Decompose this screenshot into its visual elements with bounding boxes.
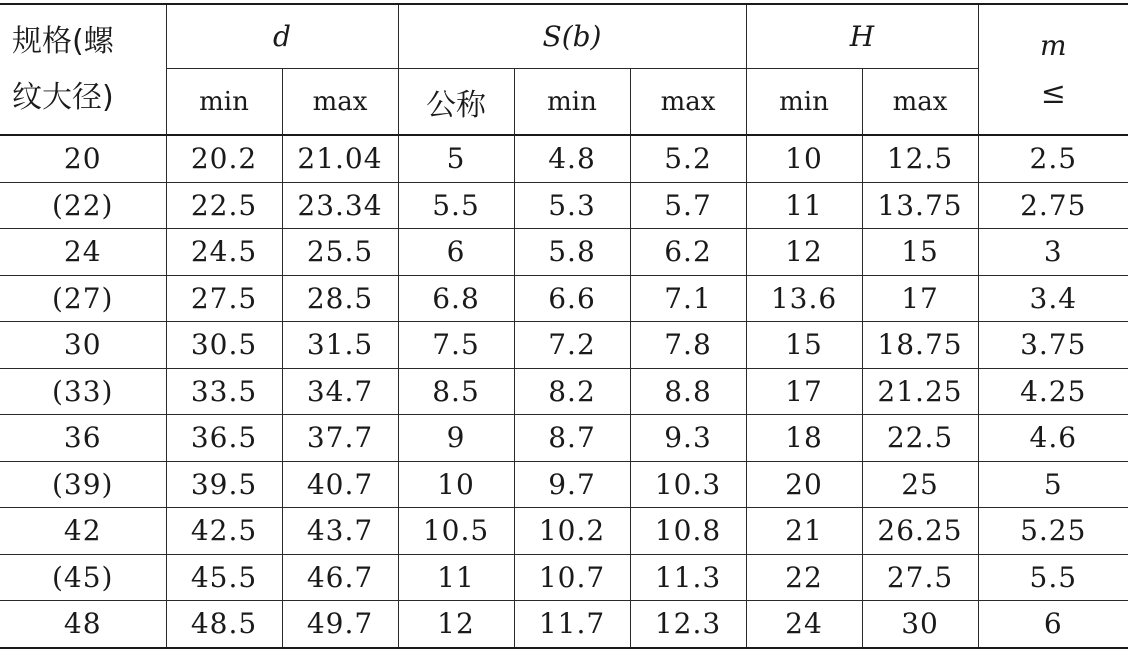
h-group-header: H [746,4,978,69]
cell-spec: 36 [0,415,166,462]
cell-s-nominal: 10.5 [398,508,514,555]
cell-d-min: 24.5 [166,229,282,276]
cell-m-max: 3.75 [978,322,1128,369]
cell-h-max: 21.25 [862,368,978,415]
cell-s-max: 5.7 [630,182,746,229]
cell-spec: (33) [0,368,166,415]
cell-d-min: 20.2 [166,135,282,182]
cell-s-min: 6.6 [514,275,630,322]
cell-s-nominal: 5.5 [398,182,514,229]
table-row [0,415,1128,462]
cell-d-min: 42.5 [166,508,282,555]
cell-s-min: 4.8 [514,135,630,182]
cell-d-min: 22.5 [166,182,282,229]
cell-s-nominal: 9 [398,415,514,462]
table-row [0,508,1128,555]
cell-s-max: 11.3 [630,554,746,601]
s-min-header: min [514,69,630,136]
cell-h-max: 12.5 [862,135,978,182]
cell-d-max: 21.04 [282,135,398,182]
cell-s-nominal: 10 [398,461,514,508]
d-group-header: d [166,4,398,69]
table-row [0,229,1128,276]
cell-h-min: 12 [746,229,862,276]
cell-s-max: 7.1 [630,275,746,322]
h-max-header: max [862,69,978,136]
cell-h-min: 17 [746,368,862,415]
m-header-symbol: ≤ [1040,75,1066,111]
cell-d-max: 23.34 [282,182,398,229]
cell-s-nominal: 6 [398,229,514,276]
cell-s-max: 8.8 [630,368,746,415]
cell-h-min: 21 [746,508,862,555]
cell-m-max: 5.25 [978,508,1128,555]
cell-spec: (45) [0,554,166,601]
cell-s-nominal: 6.8 [398,275,514,322]
cell-d-max: 28.5 [282,275,398,322]
cell-d-min: 27.5 [166,275,282,322]
cell-s-max: 7.8 [630,322,746,369]
cell-h-max: 18.75 [862,322,978,369]
cell-s-nominal: 11 [398,554,514,601]
cell-s-min: 8.7 [514,415,630,462]
cell-h-min: 18 [746,415,862,462]
cell-h-min: 15 [746,322,862,369]
spec-header-line-1: 规格(螺 [12,23,114,59]
s-group-header: S(b) [398,4,746,69]
cell-d-max: 43.7 [282,508,398,555]
table-row [0,135,1128,182]
cell-m-max: 3 [978,229,1128,276]
cell-d-max: 37.7 [282,415,398,462]
h-min-header: min [746,69,862,136]
cell-d-min: 39.5 [166,461,282,508]
cell-h-max: 30 [862,601,978,648]
cell-m-max: 3.4 [978,275,1128,322]
cell-s-max: 5.2 [630,135,746,182]
cell-s-max: 6.2 [630,229,746,276]
table-row [0,368,1128,415]
table-row [0,275,1128,322]
spec-table [0,3,1128,649]
table-row [0,461,1128,508]
table-row [0,182,1128,229]
cell-m-max: 5.5 [978,554,1128,601]
cell-h-min: 22 [746,554,862,601]
d-min-header: min [166,69,282,136]
cell-s-nominal: 7.5 [398,322,514,369]
cell-spec: 48 [0,601,166,648]
cell-h-max: 26.25 [862,508,978,555]
cell-d-min: 30.5 [166,322,282,369]
cell-d-min: 36.5 [166,415,282,462]
cell-s-max: 10.8 [630,508,746,555]
cell-spec: 20 [0,135,166,182]
cell-d-max: 34.7 [282,368,398,415]
cell-spec: 30 [0,322,166,369]
cell-m-max: 5 [978,461,1128,508]
cell-h-min: 10 [746,135,862,182]
cell-h-min: 20 [746,461,862,508]
cell-m-max: 2.75 [978,182,1128,229]
header-row-main [0,4,1128,69]
cell-s-min: 10.2 [514,508,630,555]
table-row [0,601,1128,648]
cell-s-min: 5.3 [514,182,630,229]
m-header-label: m [1039,28,1067,62]
cell-s-min: 11.7 [514,601,630,648]
cell-h-min: 13.6 [746,275,862,322]
s-nominal-header: 公称 [398,69,514,136]
cell-spec: 42 [0,508,166,555]
cell-m-max: 6 [978,601,1128,648]
cell-d-max: 31.5 [282,322,398,369]
cell-spec: 24 [0,229,166,276]
cell-spec: (22) [0,182,166,229]
cell-s-max: 12.3 [630,601,746,648]
cell-h-max: 13.75 [862,182,978,229]
cell-s-min: 8.2 [514,368,630,415]
spec-column-header [0,4,166,135]
cell-s-max: 9.3 [630,415,746,462]
cell-spec: (39) [0,461,166,508]
cell-d-max: 40.7 [282,461,398,508]
cell-h-min: 24 [746,601,862,648]
cell-d-max: 46.7 [282,554,398,601]
s-max-header: max [630,69,746,136]
table-row [0,554,1128,601]
cell-s-min: 10.7 [514,554,630,601]
d-max-header: max [282,69,398,136]
table-body [0,135,1128,648]
cell-s-nominal: 8.5 [398,368,514,415]
cell-m-max: 4.25 [978,368,1128,415]
cell-d-max: 25.5 [282,229,398,276]
cell-d-min: 48.5 [166,601,282,648]
cell-d-max: 49.7 [282,601,398,648]
cell-s-nominal: 5 [398,135,514,182]
cell-spec: (27) [0,275,166,322]
cell-m-max: 4.6 [978,415,1128,462]
cell-m-max: 2.5 [978,135,1128,182]
cell-h-max: 25 [862,461,978,508]
cell-s-min: 9.7 [514,461,630,508]
cell-s-max: 10.3 [630,461,746,508]
cell-h-min: 11 [746,182,862,229]
spec-header-line-2: 纹大径) [12,79,114,115]
cell-s-min: 5.8 [514,229,630,276]
cell-h-max: 27.5 [862,554,978,601]
cell-h-max: 17 [862,275,978,322]
cell-h-max: 15 [862,229,978,276]
header-row-sub [0,69,1128,136]
cell-h-max: 22.5 [862,415,978,462]
cell-d-min: 33.5 [166,368,282,415]
table-header [0,4,1128,135]
m-column-header [978,4,1128,135]
cell-s-nominal: 12 [398,601,514,648]
table-row [0,322,1128,369]
cell-d-min: 45.5 [166,554,282,601]
cell-s-min: 7.2 [514,322,630,369]
